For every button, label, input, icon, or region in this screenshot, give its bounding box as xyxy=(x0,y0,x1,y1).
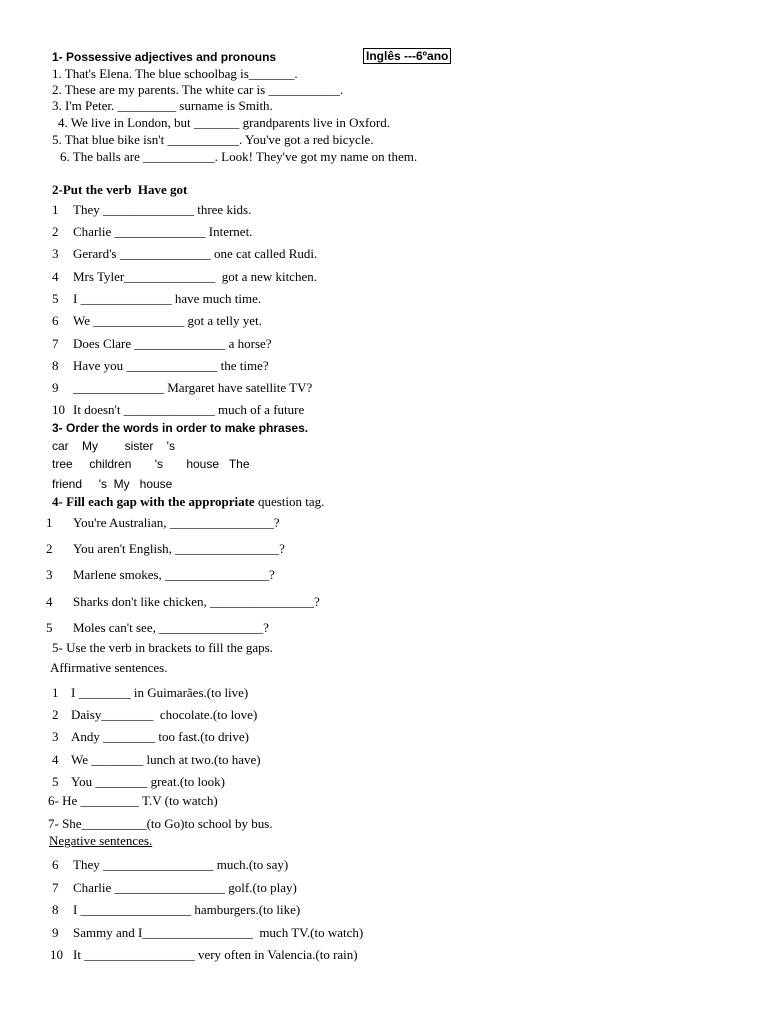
aff-num: 4 xyxy=(52,752,59,767)
sec4-num: 1 xyxy=(46,515,53,530)
sec4-item: You aren't English, ________________? xyxy=(73,541,285,556)
sec2-num: 4 xyxy=(52,269,59,284)
sec3-row-1: car My sister 's xyxy=(52,439,175,453)
section-4-title xyxy=(52,494,324,510)
section-4-title-bold: 4- Fill each gap with the appropriate xyxy=(52,494,255,509)
sec2-item: Gerard's ______________ one cat called Rudi. xyxy=(73,246,318,261)
sec1-item-4: 4. We live in London, but _______ grandparents live in Oxford. xyxy=(58,115,390,130)
sec2-num: 10 xyxy=(52,402,65,417)
grade-badge: Inglês ---6ºano xyxy=(363,48,451,64)
sec1-item-3: 3. I'm Peter. _________ surname is Smith. xyxy=(52,98,273,113)
sec1-item-5: 5. That blue bike isn't ___________. You've got a red bicycle. xyxy=(52,132,374,147)
aff-num: 3 xyxy=(52,729,59,744)
sec2-num: 9 xyxy=(52,380,59,395)
aff-num: 2 xyxy=(52,707,59,722)
aff-item: Andy ________ too fast.(to drive) xyxy=(71,729,250,744)
neg-item: Sammy and I_________________ much TV.(to watch) xyxy=(73,925,364,940)
neg-num: 6 xyxy=(52,857,59,872)
sec4-item: Sharks don't like chicken, ________________? xyxy=(73,594,320,609)
sec4-item: Moles can't see, ________________? xyxy=(73,620,269,635)
aff-item: We ________ lunch at two.(to have) xyxy=(71,752,261,767)
neg-num: 9 xyxy=(52,925,59,940)
sec1-item-6: 6. The balls are ___________. Look! They've got my name on them. xyxy=(60,149,418,164)
negative-label: Negative sentences. xyxy=(49,833,153,848)
section-2-title: 2-Put the verb Have got xyxy=(52,182,188,197)
sec2-num: 1 xyxy=(52,202,59,217)
sec2-num: 2 xyxy=(52,224,59,239)
neg-num: 8 xyxy=(52,902,59,917)
aff-item: Daisy________ chocolate.(to love) xyxy=(71,707,258,722)
sec2-item: Have you ______________ the time? xyxy=(73,358,269,373)
sec2-item: They ______________ three kids. xyxy=(73,202,252,217)
sec1-item-1: 1. That's Elena. The blue schoolbag is_______. xyxy=(52,66,298,81)
section-1-title: 1- Possessive adjectives and pronouns xyxy=(52,50,277,64)
sec3-row-2: tree children 's house The xyxy=(52,457,250,471)
sec2-num: 6 xyxy=(52,313,59,328)
neg-item: They _________________ much.(to say) xyxy=(73,857,289,872)
neg-item: Charlie _________________ golf.(to play) xyxy=(73,880,297,895)
neg-num: 7 xyxy=(52,880,59,895)
sec2-item: It doesn't ______________ much of a future xyxy=(73,402,305,417)
aff-item: I ________ in Guimarães.(to live) xyxy=(71,685,249,700)
sec2-num: 3 xyxy=(52,246,59,261)
neg-num: 10 xyxy=(50,947,63,962)
affirmative-label: Affirmative sentences. xyxy=(50,660,168,675)
sec2-item: Mrs Tyler______________ got a new kitchen. xyxy=(73,269,318,284)
sec1-item-2: 2. These are my parents. The white car is ___________. xyxy=(52,82,344,97)
sec4-num: 4 xyxy=(46,594,53,609)
sec3-row-3: friend 's My house xyxy=(52,477,173,491)
aff-item: You ________ great.(to look) xyxy=(71,774,225,789)
sec2-num: 7 xyxy=(52,336,59,351)
section-5-title: 5- Use the verb in brackets to fill the gaps. xyxy=(52,640,273,655)
sec2-item: Does Clare ______________ a horse? xyxy=(73,336,272,351)
extra-item-7: 7- She__________(to Go)to school by bus. xyxy=(48,816,273,831)
sec2-item: Charlie ______________ Internet. xyxy=(73,224,253,239)
section-4-title-rest: question tag. xyxy=(254,494,325,509)
section-3-title: 3- Order the words in order to make phrases. xyxy=(52,421,309,435)
sec2-num: 5 xyxy=(52,291,59,306)
sec4-item: You're Australian, ________________? xyxy=(73,515,280,530)
sec2-item: ______________ Margaret have satellite TV? xyxy=(73,380,313,395)
sec2-item: I ______________ have much time. xyxy=(73,291,262,306)
neg-item: I _________________ hamburgers.(to like) xyxy=(73,902,301,917)
aff-num: 1 xyxy=(52,685,59,700)
sec4-num: 3 xyxy=(46,567,53,582)
sec4-num: 2 xyxy=(46,541,53,556)
neg-item: It _________________ very often in Valencia.(to rain) xyxy=(73,947,358,962)
sec2-item: We ______________ got a telly yet. xyxy=(73,313,262,328)
sec4-item: Marlene smokes, ________________? xyxy=(73,567,275,582)
sec2-num: 8 xyxy=(52,358,59,373)
extra-item-6: 6- He _________ T.V (to watch) xyxy=(48,793,218,808)
aff-num: 5 xyxy=(52,774,59,789)
sec4-num: 5 xyxy=(46,620,53,635)
